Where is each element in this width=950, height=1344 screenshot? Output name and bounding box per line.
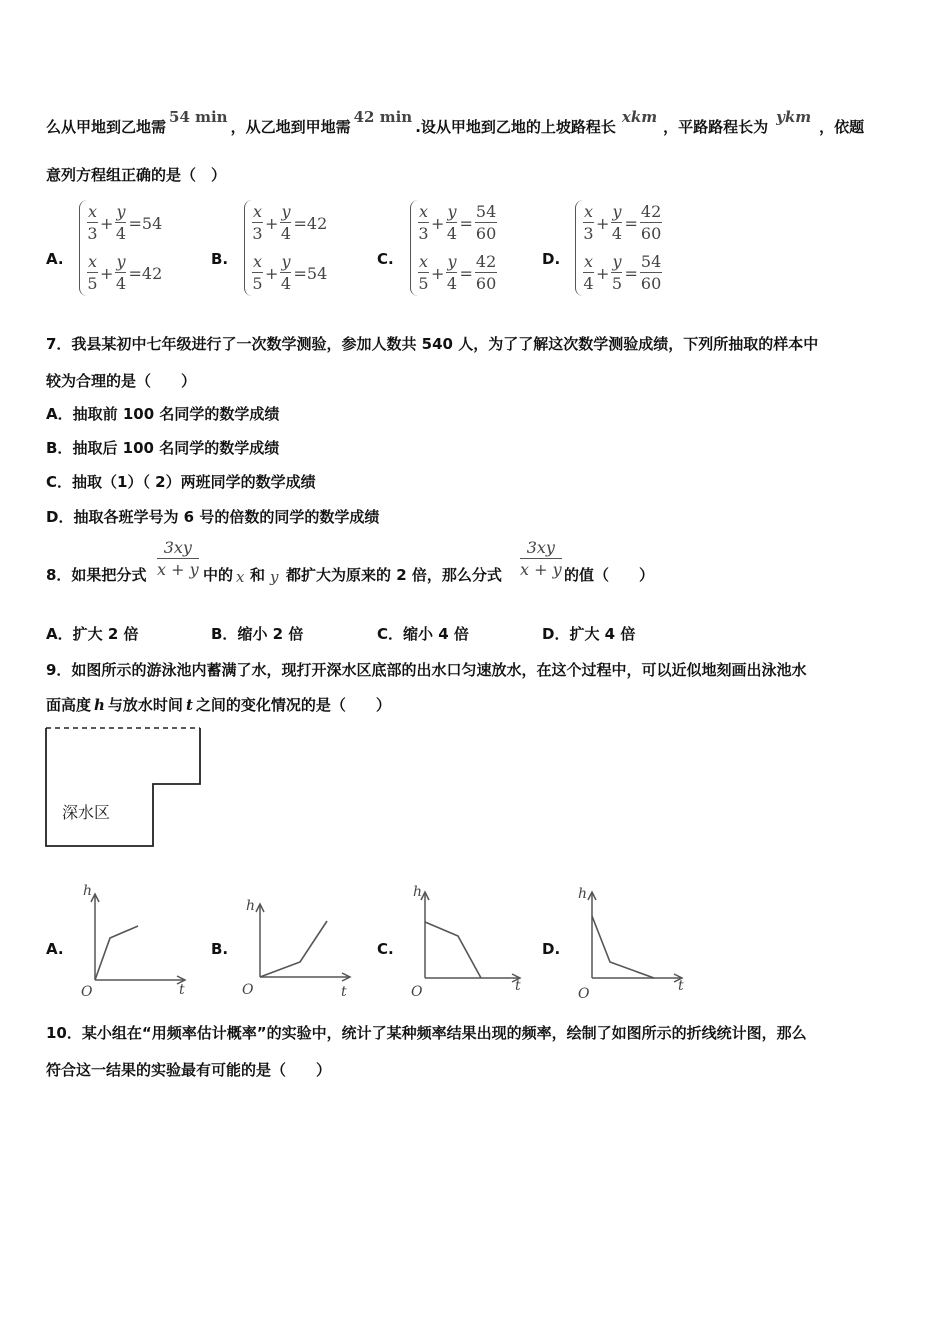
fraction-denominator: 5 <box>611 273 623 293</box>
q6-option-b-label[interactable]: B. <box>211 250 229 268</box>
q6-var-y: ykm <box>776 108 812 126</box>
plus-sign: + <box>265 263 279 283</box>
fraction <box>640 252 662 295</box>
q6-text-d: ，平路路程长为 <box>663 118 769 136</box>
q9-line1: 9．如图所示的游泳池内蓄满了水，现打开深水区底部的出水口匀速放水，在这个过程中，可以近似地刻画出泳池水 <box>46 661 807 679</box>
option-label: C． <box>377 625 404 643</box>
graph-c <box>405 878 530 1003</box>
option-label: D． <box>46 508 74 526</box>
equals-sign: = <box>624 213 638 233</box>
q6-option-a-label[interactable]: A. <box>46 250 64 268</box>
option-text: 扩大 4 倍 <box>569 625 636 643</box>
q6-time1: 54 min <box>169 108 228 126</box>
q6-option-d-label[interactable]: D. <box>542 250 561 268</box>
option-text: 缩小 4 倍 <box>403 625 469 643</box>
pool-outline <box>46 728 200 846</box>
q7-option-c[interactable] <box>46 471 316 492</box>
graph-b-line <box>260 921 327 977</box>
fraction-denominator: 5 <box>418 273 429 293</box>
fraction-denominator: 3 <box>583 223 594 243</box>
q9-line2 <box>46 694 391 715</box>
fraction <box>418 252 429 295</box>
equation-row <box>418 200 497 246</box>
fraction-denominator: 60 <box>640 223 662 243</box>
q6-line1 <box>46 108 865 137</box>
fraction-numerator: y <box>116 201 126 221</box>
axis-label-h: h <box>83 883 93 899</box>
fraction-numerator: y <box>281 251 291 271</box>
equation-row <box>583 250 662 296</box>
q8-text-3: 和 <box>250 566 266 584</box>
fraction-numerator: 54 <box>640 251 662 271</box>
equals-sign: = <box>459 263 473 283</box>
q9-option-a[interactable]: A. <box>46 940 64 958</box>
graph-d <box>570 878 695 1003</box>
equation-rhs: =54 <box>128 213 163 233</box>
fraction-numerator: y <box>447 201 457 221</box>
q6-text-a: 么从甲地到乙地需 <box>46 118 167 136</box>
q7-option-b[interactable] <box>46 437 279 458</box>
q9-option-c[interactable]: C. <box>377 940 394 958</box>
plus-sign: + <box>596 263 610 283</box>
axis-label-t: t <box>179 982 185 998</box>
q7-option-d[interactable] <box>46 506 379 527</box>
fraction-denominator: 60 <box>475 223 497 243</box>
q7-option-a[interactable] <box>46 403 279 424</box>
fraction-denominator: 3 <box>87 223 98 243</box>
fraction <box>583 252 594 295</box>
fraction <box>583 202 594 245</box>
fraction <box>252 252 263 295</box>
option-label: A． <box>46 625 73 643</box>
fraction-denominator: 3 <box>418 223 429 243</box>
equation-row <box>87 250 164 296</box>
fraction <box>475 202 497 245</box>
q8-option-b[interactable] <box>211 623 303 644</box>
option-label: C． <box>46 473 73 491</box>
fraction <box>87 202 98 245</box>
fraction-denominator: 4 <box>115 223 127 243</box>
origin-label: O <box>242 982 254 998</box>
axis-label-h: h <box>246 898 256 914</box>
q6-text-e: ，依题 <box>819 118 865 136</box>
axis-label-t: t <box>341 984 347 1000</box>
q10-line2: 符合这一结果的实验最有可能的是（ ） <box>46 1061 332 1079</box>
axis-label-t: t <box>515 978 521 994</box>
fraction-numerator: x <box>419 251 429 271</box>
q7-line2: 较为合理的是（ ） <box>46 372 197 390</box>
axis-label-t: t <box>678 978 684 994</box>
plus-sign: + <box>265 213 279 233</box>
fraction-denominator: 3 <box>252 223 263 243</box>
option-text: 缩小 2 倍 <box>237 625 304 643</box>
fraction-numerator: x <box>584 201 594 221</box>
fraction-numerator: 3xy <box>520 538 562 559</box>
q7-line1: 7．我县某初中七年级进行了一次数学测验，参加人数共 540 人，为了了解这次数学测验成绩，下列所抽取的样本中 <box>46 335 819 353</box>
option-label: B． <box>46 439 73 457</box>
fraction <box>611 202 622 245</box>
option-text: 抽取各班学号为 6 号的倍数的同学的数学成绩 <box>73 508 380 526</box>
q8-option-d[interactable] <box>542 623 635 644</box>
q6-var-x: xkm <box>621 108 658 126</box>
graph-a-line <box>95 926 138 980</box>
q6-option-c-label[interactable]: C. <box>377 250 394 268</box>
q8-prefix: 8．如果把分式 <box>46 566 147 584</box>
plus-sign: + <box>100 263 114 283</box>
fraction <box>115 202 126 245</box>
fraction-numerator: x <box>419 201 429 221</box>
q9-text-b: 与放水时间 <box>107 696 183 714</box>
q6-line2: 意列方程组正确的是（ ） <box>46 166 227 184</box>
fraction-numerator: 54 <box>475 201 497 221</box>
fraction-denominator: x + y <box>157 560 199 579</box>
q8-fraction-1 <box>157 538 199 581</box>
fraction-denominator: 60 <box>475 273 497 293</box>
fraction-numerator: y <box>447 251 457 271</box>
fraction <box>418 202 429 245</box>
q9-var-h: h <box>94 696 105 714</box>
fraction <box>115 252 126 295</box>
option-label: A． <box>46 405 73 423</box>
fraction <box>446 252 457 295</box>
option-text: 抽取（1）（ 2）两班同学的数学成绩 <box>72 473 316 491</box>
plus-sign: + <box>431 263 445 283</box>
fraction-denominator: 4 <box>583 273 594 293</box>
equals-sign: = <box>459 213 473 233</box>
equation-rhs: =42 <box>293 213 328 233</box>
equation-row <box>87 200 164 246</box>
fraction-numerator: 42 <box>475 251 497 271</box>
fraction <box>611 252 622 295</box>
q9-option-d[interactable]: D. <box>542 940 561 958</box>
fraction <box>87 252 98 295</box>
q9-text-a: 面高度 <box>46 696 92 714</box>
fraction-numerator: x <box>88 251 98 271</box>
plus-sign: + <box>100 213 114 233</box>
fraction-denominator: 60 <box>640 273 662 293</box>
axis-label-h: h <box>413 884 423 900</box>
q8-var-y: y <box>270 568 279 586</box>
option-text: 扩大 2 倍 <box>72 625 139 643</box>
origin-label: O <box>411 984 423 1000</box>
fraction-denominator: 4 <box>115 273 127 293</box>
graph-b <box>240 890 360 1005</box>
q6-text-c: .设从甲地到乙地的上坡路程长 <box>415 118 616 136</box>
fraction <box>280 252 291 295</box>
fraction-numerator: x <box>88 201 98 221</box>
q8-text-2: 中的 <box>203 566 234 584</box>
fraction-numerator: x <box>584 251 594 271</box>
pool-deep-label: 深水区 <box>62 803 111 822</box>
fraction-numerator: y <box>612 251 622 271</box>
q8-fraction-2 <box>520 538 562 581</box>
q8-option-a[interactable] <box>46 623 139 644</box>
fraction-denominator: 4 <box>446 223 458 243</box>
q6-time2: 42 min <box>353 108 413 126</box>
equation-rhs: =54 <box>293 263 328 283</box>
q9-var-t: t <box>185 696 193 714</box>
equation-row <box>252 200 329 246</box>
graph-a <box>75 880 195 1000</box>
plus-sign: + <box>596 213 610 233</box>
q6-text-b: ，从乙地到甲地需 <box>230 118 351 136</box>
fraction-numerator: x <box>253 201 263 221</box>
pool-diagram <box>40 722 210 852</box>
origin-label: O <box>578 986 590 1002</box>
fraction-numerator: y <box>116 251 126 271</box>
graph-d-line <box>592 916 654 978</box>
fraction <box>640 202 662 245</box>
equals-sign: = <box>624 263 638 283</box>
fraction <box>446 202 457 245</box>
option-text: 抽取前 100 名同学的数学成绩 <box>72 405 280 423</box>
q9-option-b[interactable]: B. <box>211 940 229 958</box>
fraction <box>280 202 291 245</box>
fraction-denominator: x + y <box>520 560 562 579</box>
q8-text-5: 的值（ ） <box>564 566 655 584</box>
q10-line1: 10．某小组在“用频率估计概率”的实验中，统计了某种频率结果出现的频率，绘制了如图所示的折线统计图，那么 <box>46 1024 807 1042</box>
option-label: B． <box>211 625 238 643</box>
fraction-denominator: 4 <box>280 273 292 293</box>
fraction-numerator: 3xy <box>157 538 199 559</box>
fraction-numerator: 42 <box>640 201 662 221</box>
fraction-denominator: 4 <box>280 223 292 243</box>
q8-option-c[interactable] <box>377 623 469 644</box>
origin-label: O <box>81 984 93 1000</box>
fraction-numerator: y <box>612 201 622 221</box>
fraction-numerator: y <box>281 201 291 221</box>
option-label: D． <box>542 625 570 643</box>
fraction-denominator: 5 <box>87 273 98 293</box>
equation-row <box>252 250 329 296</box>
q8-var-x: x <box>236 568 245 586</box>
q8-text-4: 都扩大为原来的 2 倍，那么分式 <box>286 566 502 584</box>
equation-rhs: =42 <box>128 263 163 283</box>
axis-label-h: h <box>578 886 588 902</box>
q9-text-c: 之间的变化情况的是（ ） <box>195 696 391 714</box>
fraction-denominator: 4 <box>611 223 623 243</box>
fraction-denominator: 5 <box>252 273 263 293</box>
fraction <box>252 202 263 245</box>
fraction-numerator: x <box>253 251 263 271</box>
equation-row <box>583 200 662 246</box>
plus-sign: + <box>431 213 445 233</box>
fraction <box>475 252 497 295</box>
equation-row <box>418 250 497 296</box>
graph-c-line <box>425 922 481 978</box>
fraction-denominator: 4 <box>446 273 458 293</box>
option-text: 抽取后 100 名同学的数学成绩 <box>72 439 280 457</box>
